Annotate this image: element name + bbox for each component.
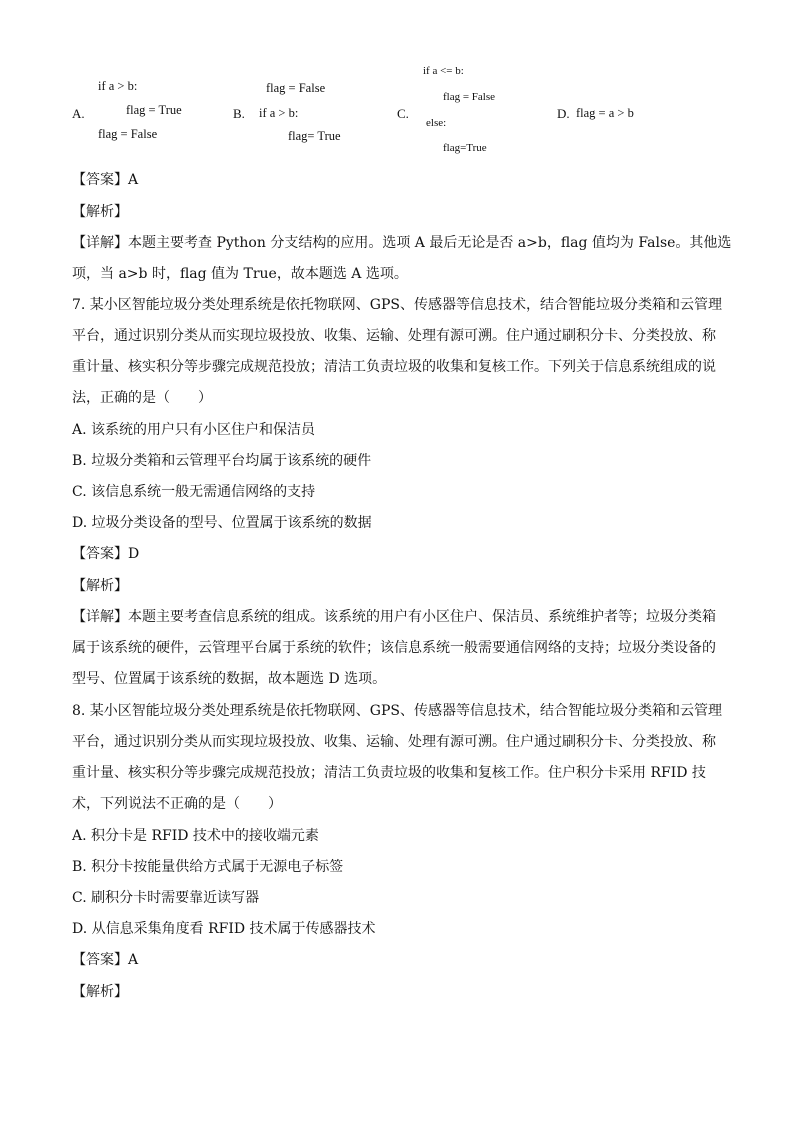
option-a-line1: if a > b: — [98, 79, 138, 93]
option-c-line2: flag = False — [443, 91, 496, 103]
q7-detail-line2: 属于该系统的硬件，云管理平台属于系统的软件；该信息系统一般需要通信网络的支持；垃圾分类设备的 — [72, 640, 716, 656]
q8-stem-line4: 术，下列说法不正确的是（ ） — [72, 796, 282, 812]
option-c-label: C. — [397, 106, 409, 121]
q7-answer: 【答案】D — [72, 546, 140, 562]
q6-answer: 【答案】A — [72, 172, 139, 188]
option-d-line1: flag = a > b — [576, 106, 634, 120]
option-c-line4: flag=True — [443, 142, 487, 154]
q8-option-d: D. 从信息采集角度看 RFID 技术属于传感器技术 — [72, 921, 376, 937]
q8-stem-line1: 8. 某小区智能垃圾分类处理系统是依托物联网、GPS、传感器等信息技术，结合智能垃圾分类箱和云管理 — [72, 703, 722, 719]
option-b-line1: flag = False — [266, 81, 326, 95]
q8-stem-line3: 重计量、核实积分等步骤完成规范投放；清洁工负责垃圾的收集和复核工作。住户积分卡采用 RFID 技 — [72, 765, 706, 781]
q7-stem-line1: 7. 某小区智能垃圾分类处理系统是依托物联网、GPS、传感器等信息技术，结合智能垃圾分类箱和云管理 — [72, 297, 722, 313]
option-b-line3: flag= True — [288, 129, 341, 143]
q8-stem-line2: 平台，通过识别分类从而实现垃圾投放、收集、运输、处理有源可溯。住户通过刷积分卡、分类投放、称 — [72, 734, 716, 750]
option-d-label: D. — [557, 106, 570, 121]
q7-detail-line1: 【详解】本题主要考查信息系统的组成。该系统的用户有小区住户、保洁员、系统维护者等；垃圾分类箱 — [72, 609, 716, 625]
q7-analysis: 【解析】 — [72, 578, 128, 594]
q8-option-a: A. 积分卡是 RFID 技术中的接收端元素 — [72, 828, 319, 844]
q7-stem-line2: 平台，通过识别分类从而实现垃圾投放、收集、运输、处理有源可溯。住户通过刷积分卡、分类投放、称 — [72, 328, 716, 344]
q6-detail-line2: 项，当 a>b 时，flag 值为 True，故本题选 A 选项。 — [72, 266, 408, 282]
q8-option-c: C. 刷积分卡时需要靠近读写器 — [72, 890, 260, 906]
q8-analysis: 【解析】 — [72, 984, 128, 1000]
option-a-line3: flag = False — [98, 127, 158, 141]
option-c-line1: if a <= b: — [423, 65, 464, 77]
q6-analysis: 【解析】 — [72, 204, 128, 220]
option-a-line2: flag = True — [126, 103, 182, 117]
q7-option-d: D. 垃圾分类设备的型号、位置属于该系统的数据 — [72, 515, 372, 531]
option-b-label: B. — [233, 106, 245, 121]
q7-option-b: B. 垃圾分类箱和云管理平台均属于该系统的硬件 — [72, 453, 372, 469]
q7-option-c: C. 该信息系统一般无需通信网络的支持 — [72, 484, 316, 500]
option-c-line3: else: — [426, 117, 447, 129]
q7-stem-line3: 重计量、核实积分等步骤完成规范投放；清洁工负责垃圾的收集和复核工作。下列关于信息系统组成的说 — [72, 359, 716, 375]
q7-option-a: A. 该系统的用户只有小区住户和保洁员 — [72, 422, 316, 438]
option-a-label: A. — [72, 106, 85, 121]
q8-option-b: B. 积分卡按能量供给方式属于无源电子标签 — [72, 859, 344, 875]
q7-stem-line4: 法，正确的是（ ） — [72, 390, 212, 406]
q8-answer: 【答案】A — [72, 952, 139, 968]
q7-detail-line3: 型号、位置属于该系统的数据，故本题选 D 选项。 — [72, 671, 387, 687]
q6-detail-line1: 【详解】本题主要考查 Python 分支结构的应用。选项 A 最后无论是否 a>b，flag 值均为 False。其他选 — [72, 235, 732, 251]
option-b-line2: if a > b: — [259, 106, 299, 120]
